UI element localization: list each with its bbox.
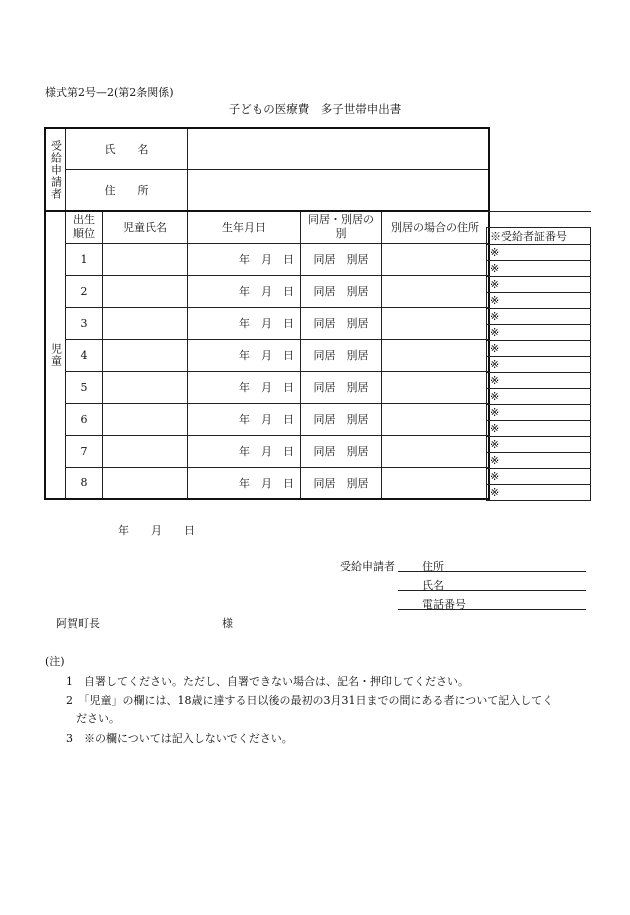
cert-cell: ※ — [487, 309, 591, 325]
table-row — [45, 243, 489, 275]
applicant-side-label: 受給申請者 — [45, 128, 66, 211]
cert-cell: ※ — [487, 485, 591, 501]
cert-cell: ※ — [487, 357, 591, 373]
child-name-field[interactable] — [103, 339, 188, 371]
child-name-field[interactable] — [103, 371, 188, 403]
phone-caption: 電話番号 — [422, 598, 466, 611]
birth-order: 1 — [66, 243, 103, 275]
birthdate-field[interactable]: 年 月 日 — [188, 275, 301, 307]
cohabit-choice[interactable]: 同居 別居 — [301, 435, 382, 467]
applicant-address-line[interactable] — [398, 558, 586, 572]
table-row — [45, 339, 489, 371]
separate-address-field[interactable] — [382, 307, 490, 339]
birthdate-field[interactable]: 年 月 日 — [188, 467, 301, 499]
birth-order: 8 — [66, 467, 103, 499]
cert-blank — [487, 212, 591, 228]
cohabit-choice[interactable]: 同居 別居 — [301, 403, 382, 435]
table-row — [45, 275, 489, 307]
separate-address-field[interactable] — [382, 275, 490, 307]
note-item: ださい。 — [76, 712, 120, 725]
date-line: 年 月 日 — [118, 524, 195, 537]
header-child-name: 児童氏名 — [103, 211, 188, 243]
cert-cell: ※ — [487, 341, 591, 357]
cohabit-choice[interactable]: 同居 別居 — [301, 339, 382, 371]
birthdate-field[interactable]: 年 月 日 — [188, 243, 301, 275]
cohabit-choice[interactable]: 同居 別居 — [301, 307, 382, 339]
separate-address-field[interactable] — [382, 403, 490, 435]
cert-cell: ※ — [487, 421, 591, 437]
table-row — [45, 467, 489, 499]
applicant-address-field[interactable] — [188, 169, 490, 211]
separate-address-field[interactable] — [382, 339, 490, 371]
applicant-name-line[interactable] — [398, 577, 586, 591]
cert-cell: ※ — [487, 261, 591, 277]
cert-cell: ※ — [487, 437, 591, 453]
birth-order: 5 — [66, 371, 103, 403]
birthdate-field[interactable]: 年 月 日 — [188, 371, 301, 403]
birthdate-field[interactable]: 年 月 日 — [188, 403, 301, 435]
birth-order: 2 — [66, 275, 103, 307]
cert-cell: ※ — [487, 405, 591, 421]
birth-order: 3 — [66, 307, 103, 339]
child-name-field[interactable] — [103, 275, 188, 307]
table-row — [45, 371, 489, 403]
child-side-label: 児童 — [45, 211, 66, 499]
table-row — [45, 435, 489, 467]
cert-cell: ※ — [487, 453, 591, 469]
name-caption: 氏名 — [422, 579, 444, 592]
birthdate-field[interactable]: 年 月 日 — [188, 307, 301, 339]
cohabit-choice[interactable]: 同居 別居 — [301, 243, 382, 275]
child-name-field[interactable] — [103, 307, 188, 339]
separate-address-field[interactable] — [382, 467, 490, 499]
cohabit-choice[interactable]: 同居 別居 — [301, 371, 382, 403]
application-table — [44, 127, 490, 500]
header-separate-address: 別居の場合の住所 — [382, 211, 490, 243]
document-title: 子どもの医療費 多子世帯申出書 — [228, 102, 402, 116]
applicant-phone-line[interactable] — [398, 596, 586, 610]
table-row — [45, 403, 489, 435]
birthdate-field[interactable]: 年 月 日 — [188, 435, 301, 467]
applicant-name-field[interactable] — [188, 128, 490, 169]
child-name-field[interactable] — [103, 403, 188, 435]
address-label: 住 所 — [66, 169, 188, 211]
name-label: 氏 名 — [66, 128, 188, 169]
cert-cell: ※ — [487, 373, 591, 389]
addressee-mayor: 阿賀町長 — [56, 617, 100, 630]
header-cohabit: 同居・別居の別 — [301, 211, 382, 243]
cert-cell: ※ — [487, 389, 591, 405]
child-name-field[interactable] — [103, 467, 188, 499]
cert-cell: ※ — [487, 245, 591, 261]
child-name-field[interactable] — [103, 435, 188, 467]
cert-cell: ※ — [487, 277, 591, 293]
address-caption: 住所 — [422, 560, 444, 573]
cohabit-choice[interactable]: 同居 別居 — [301, 275, 382, 307]
birth-order: 6 — [66, 403, 103, 435]
cert-header: ※受給者証番号 — [487, 228, 591, 245]
birthdate-field[interactable]: 年 月 日 — [188, 339, 301, 371]
header-birth-order: 出生順位 — [66, 211, 103, 243]
child-name-field[interactable] — [103, 243, 188, 275]
addressee-honorific: 様 — [222, 617, 233, 630]
cert-cell: ※ — [487, 469, 591, 485]
birth-order: 4 — [66, 339, 103, 371]
note-item: 2 「児童」の欄には、18歳に達する日以後の最初の3月31日までの間にある者について記入してく — [66, 694, 554, 707]
separate-address-field[interactable] — [382, 435, 490, 467]
birth-order: 7 — [66, 435, 103, 467]
separate-address-field[interactable] — [382, 243, 490, 275]
table-row — [45, 307, 489, 339]
cert-cell: ※ — [487, 293, 591, 309]
applicant-label: 受給申請者 — [340, 560, 395, 573]
notes-heading: (注) — [45, 655, 65, 668]
separate-address-field[interactable] — [382, 371, 490, 403]
cohabit-choice[interactable]: 同居 別居 — [301, 467, 382, 499]
header-birthdate: 生年月日 — [188, 211, 301, 243]
cert-cell: ※ — [487, 325, 591, 341]
certificate-number-column — [486, 211, 591, 501]
note-item: 3 ※の欄については記入しないでください。 — [66, 732, 293, 745]
form-label: 様式第2号—2(第2条関係) — [45, 86, 174, 99]
note-item: 1 自署してください。ただし、自署できない場合は、記名・押印してください。 — [66, 675, 469, 688]
